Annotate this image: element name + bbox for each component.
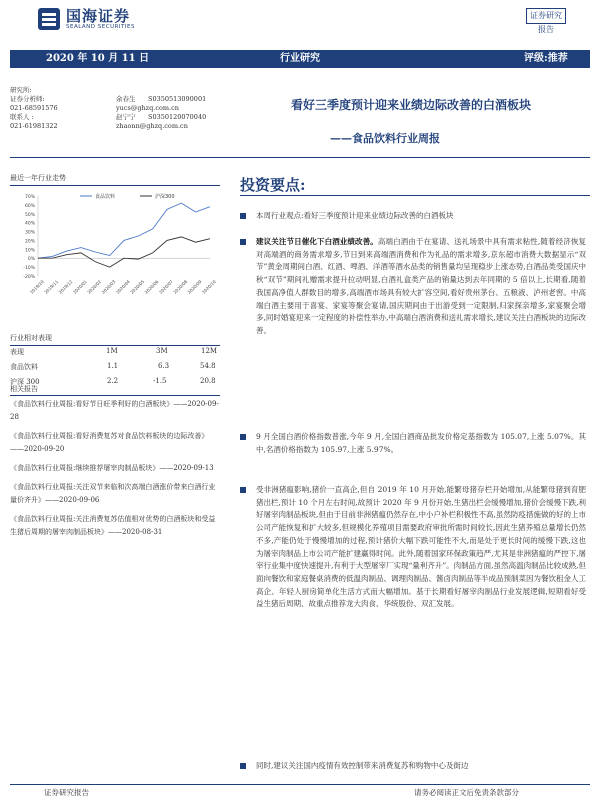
analyst-cert: S0350513090001 xyxy=(148,95,207,103)
related-report-item[interactable]: 《食品饮料行业周报:继续推荐屠宰肉制品板块》——2020-09-13 xyxy=(10,464,214,472)
invest-point-text: 9 月全国白酒价格指数普涨,今年 9 月,全国白酒商品批发价格定基指数为 105.07,上涨 5.07%。其中,名酒价格指数为 105.97,上涨 5.97%。 xyxy=(256,432,586,454)
bullet-square-icon xyxy=(240,434,246,440)
invest-point xyxy=(240,210,586,223)
x-tick-label: 2020/02 xyxy=(86,279,103,295)
invest-point-text: 高端白酒由于在宴请、送礼场景中具有需求粘性,随着经济恢复对高端酒的商务需求增多,节日到来高端酒消费和作为礼品的需求增多,京东超市消费大数据显示“双节”黄金周期间白酒、红酒、啤酒、洋酒等酒水品类的销售量均呈现稳步上涨态势,白酒品类受国庆中秋“双节”期间礼赠需求提升拉动明显,白酒礼盒类产品的销量达到去年同期的 5 倍以上,长期看,随着我国高净值人群数目的增多,高端酒市场具有较大扩容空间,看好贵州茅台、五粮液、泸州老窖。中高端白酒主要用于喜宴、家宴等聚会宴请,国庆期间由于出游受到一定限制,归家探亲增多,家宴聚会增多,同时婚宴迎来一定程度的补偿性举办,中高端白酒消费和送礼需求增长,建议关注白酒板块的边际改善。 xyxy=(256,237,586,335)
invest-divider xyxy=(240,195,590,196)
report-category: 行业研究 xyxy=(280,53,320,64)
x-tick-label: 2020/01 xyxy=(72,279,88,295)
performance-title: 行业相对表现 xyxy=(10,334,52,342)
col-header-1m: 1M xyxy=(106,347,118,355)
x-tick-label: 2019/12 xyxy=(57,279,74,295)
y-tick-label: 50% xyxy=(24,212,35,218)
legend-label: 食品饮料 xyxy=(95,194,116,200)
bullet-square-icon xyxy=(240,239,246,245)
report-subtitle: ——食品饮料行业周报 xyxy=(330,132,440,145)
row-3m: 6.3 xyxy=(158,362,170,370)
table-row xyxy=(10,377,220,392)
footer-divider xyxy=(10,784,590,785)
invest-point xyxy=(240,431,586,456)
invest-point-text: 本周行业观点:看好三季度预计迎来业绩边际改善的白酒板块 xyxy=(256,211,454,220)
analyst-phone: 021-68591576 xyxy=(10,104,58,112)
report-rating: 评级:推荐 xyxy=(524,53,568,64)
x-tick-label: 2020/10 xyxy=(201,279,217,295)
report-title: 看好三季度预计迎来业绩边际改善的白酒板块 xyxy=(290,98,531,112)
research-label: 研究所: xyxy=(10,86,32,94)
contact-cert: S0350120070040 xyxy=(148,113,207,121)
related-report-item[interactable]: 《食品饮料行业周报:看好节日旺季利好的白酒板块》——2020-09-28 xyxy=(10,400,219,421)
brand-logo xyxy=(38,8,135,30)
row-name: 食品饮料 xyxy=(10,363,38,371)
report-stamp: 证券研究报告 xyxy=(526,8,566,24)
performance-table xyxy=(10,347,220,392)
x-tick-label: 2020/03 xyxy=(100,279,117,295)
row-12m: 54.8 xyxy=(200,362,216,370)
bullet-square-icon xyxy=(240,213,246,219)
legend-label: 沪深300 xyxy=(155,194,175,200)
analyst-label: 证券分析师: xyxy=(10,95,45,103)
col-header-12m: 12M xyxy=(201,347,218,355)
y-tick-label: 40% xyxy=(24,221,35,227)
row-3m: -1.5 xyxy=(153,377,167,385)
x-tick-label: 2020/07 xyxy=(158,279,174,295)
sealand-logo-icon xyxy=(38,8,60,30)
x-tick-label: 2020/08 xyxy=(172,279,189,295)
x-tick-label: 2020/04 xyxy=(115,279,131,295)
analyst-contacts xyxy=(10,86,220,140)
invest-point-text: 同时,建议关注国内疫情有效控制带来消费复苏和购物中心及街边 xyxy=(256,761,469,770)
brand-name-en: SEALAND SECURITIES xyxy=(66,24,136,30)
series-line xyxy=(38,203,210,258)
invest-point xyxy=(240,760,586,773)
related-reports-list xyxy=(10,398,220,545)
performance-divider xyxy=(10,345,220,346)
table-row xyxy=(10,362,220,377)
bullet-square-icon xyxy=(240,763,246,769)
header-bar xyxy=(10,50,590,68)
row-1m: 1.1 xyxy=(107,362,119,370)
invest-point xyxy=(240,484,586,611)
trend-title: 最近一年行业走势 xyxy=(10,174,66,182)
invest-point xyxy=(240,236,586,338)
related-report-item[interactable]: 《食品饮料行业周报:看好消费复苏对食品饮料板块的边际改善》——2020-09-20 xyxy=(10,432,209,453)
invest-point-text: 受非洲猪瘟影响,猪价一直高企,但自 2019 年 10 月开始,能繁母猪存栏开始增加,从能繁母猪到育肥猪出栏,预计 10 个月左右时间,故预计 2020 年 9 月份开始,生猪出栏会缓慢增加,猪价会缓慢下跌,利好屠宰肉制品板块,但由于目前非洲猪瘟仍然存在,中小户补栏积极性不高,虽然防疫措施做的好的上市公司产能恢复和扩大较多,但规模化养殖项目需要政府审批所需时间较长,因此生猪养殖总量增长仍然不多,产能仍处于慢慢增加的过程,预计猪价大幅下跌可能性不大,而是处于更长时间的缓慢下跌,这也为屠宰肉制品上市公司产能扩建赢得时间。此外,随着国家环保政策趋严,尤其是非洲猪瘟的严控下,屠宰行业集中度快速提升,有利于大型屠宰厂实现“量利齐升”。肉制品方面,虽然高温肉制品比较成熟,但面向餐饮和家庭餐桌消费的低温肉制品、调理肉制品、酱卤肉制品等半成品预制菜因为餐饮租金人工高企、年轻人厨房简单化生活方式而大幅增加。基于长期看好屠宰肉制品行业发展逻辑,短期看好受益生猪后周期、故重点推荐龙大肉食、华统股份、双汇发展。 xyxy=(256,485,586,609)
trend-divider xyxy=(10,185,220,186)
table-header-row xyxy=(10,347,220,362)
y-tick-label: 10% xyxy=(24,248,35,254)
contact-email[interactable]: zhaonn@ghzq.com.cn xyxy=(116,122,188,130)
industry-trend-chart xyxy=(10,190,220,300)
bullet-square-icon xyxy=(240,487,246,493)
y-tick-label: 20% xyxy=(24,239,35,245)
header-divider xyxy=(10,157,590,158)
contact-name: 赵宁宁 xyxy=(116,113,136,121)
row-12m: 20.8 xyxy=(200,377,216,385)
x-tick-label: 2020/05 xyxy=(129,279,146,295)
invest-title: 投资要点: xyxy=(240,176,306,194)
y-tick-label: 0% xyxy=(27,257,35,263)
analyst-email[interactable]: yucs@ghzq.com.cn xyxy=(116,104,179,112)
footer-label: 证券研究报告 xyxy=(44,788,89,797)
contact-label: 联系人 : xyxy=(10,113,34,121)
y-tick-label: -10% xyxy=(23,266,35,272)
footer-disclaimer: 请务必阅读正文后免责条款部分 xyxy=(414,788,519,797)
related-report-item[interactable]: 《食品饮料行业周报:关注消费复苏估值相对优势的白酒板块和受益生猪后周期的屠宰肉制品板块》——2020-08-31 xyxy=(10,515,216,536)
invest-point-lead: 建议关注节日催化下白酒业绩改善。 xyxy=(256,237,378,246)
row-1m: 2.2 xyxy=(107,377,119,385)
col-header-3m: 3M xyxy=(156,347,168,355)
y-tick-label: 30% xyxy=(24,230,35,236)
report-date: 2020 年 10 月 11 日 xyxy=(46,53,150,64)
related-title: 相关报告 xyxy=(10,385,38,393)
analyst-panel xyxy=(10,86,220,140)
related-divider xyxy=(10,395,220,396)
x-tick-label: 2019/11 xyxy=(43,279,60,295)
y-tick-label: -20% xyxy=(23,275,35,280)
x-tick-label: 2019/10 xyxy=(29,279,45,295)
col-header-label: 表现 xyxy=(10,348,24,356)
row-name: 沪深 300 xyxy=(10,378,40,386)
related-report-item[interactable]: 《食品饮料行业周报:关注双节来临和次高端白酒涨价带来白酒行业量价齐升》——2020-09-06 xyxy=(10,483,216,504)
y-tick-label: 60% xyxy=(24,203,35,209)
y-tick-label: 70% xyxy=(24,195,35,200)
x-tick-label: 2020/06 xyxy=(143,279,160,295)
analyst-name: 余春生 xyxy=(116,95,136,103)
x-tick-label: 2020/09 xyxy=(186,279,203,295)
brand-name-cn: 国海证券 xyxy=(66,7,131,25)
contact-phone: 021-61981322 xyxy=(10,122,58,130)
